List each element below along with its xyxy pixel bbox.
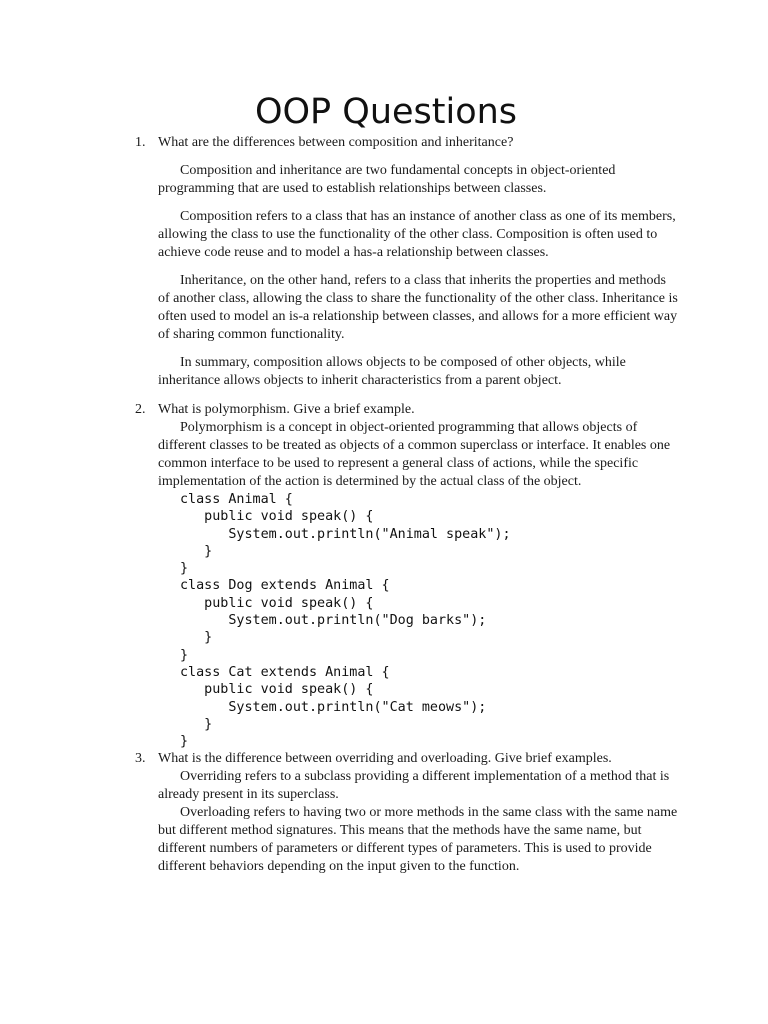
answer-paragraph: Overriding refers to a subclass providing a different implementation of a method that is already present in its superclass. xyxy=(158,769,670,803)
question-text: What is the difference between overriding and overloading. Give brief examples. xyxy=(158,751,612,767)
question-item xyxy=(135,134,680,390)
answer-paragraph: Inheritance, on the other hand, refers to a class that inherits the properties and methods of another class, allowing the class to share the functionality of the other class. Inheritance is often used to model an is-a relationship between classes, and allows for a more efficient way of sharing common functionality. xyxy=(158,273,678,342)
question-list xyxy=(135,134,680,876)
question-text: What are the differences between composition and inheritance? xyxy=(158,135,514,150)
document-title: OOP Questions xyxy=(254,92,518,132)
answer-paragraph: Polymorphism is a concept in object-oriented programming that allows objects of different classes to be treated as objects of a common superclass or interface. It enables one common interface to be used to represent a general class of actions, while the specific implementation of the action is determined by the actual class of the object. xyxy=(158,420,671,489)
question-item xyxy=(135,750,680,876)
question-text: What is polymorphism. Give a brief example. xyxy=(158,402,415,417)
answer-paragraph: Composition refers to a class that has an instance of another class as one of its members, allowing the class to use the functionality of the other class. Composition is often used to achieve code reuse and to model a has-a relationship between classes. xyxy=(158,209,676,260)
question-item xyxy=(135,401,680,750)
question-number: 1. xyxy=(135,135,146,150)
code-block: class Animal { public void speak() { System.out.println("Animal speak"); } } class Dog extends Animal { public void speak() { System.out.println("Dog barks"); } } class Cat extends Animal { public void speak() { System.out.println("Cat meows"); } } xyxy=(180,492,511,750)
question-number: 2. xyxy=(135,402,146,417)
question-number: 3. xyxy=(135,751,146,767)
answer-paragraph: In summary, composition allows objects to be composed of other objects, while inheritance allows objects to inherit characteristics from a parent object. xyxy=(158,355,626,388)
answer-paragraph: Overloading refers to having two or more methods in the same class with the same name but different method signatures. This means that the methods have the same name, but different numbers of parameters or different types of parameters. This is used to provide different behaviors depending on the input given to the function. xyxy=(158,805,678,875)
answer-paragraph: Composition and inheritance are two fundamental concepts in object-oriented programming that are used to establish relationships between classes. xyxy=(158,163,616,196)
